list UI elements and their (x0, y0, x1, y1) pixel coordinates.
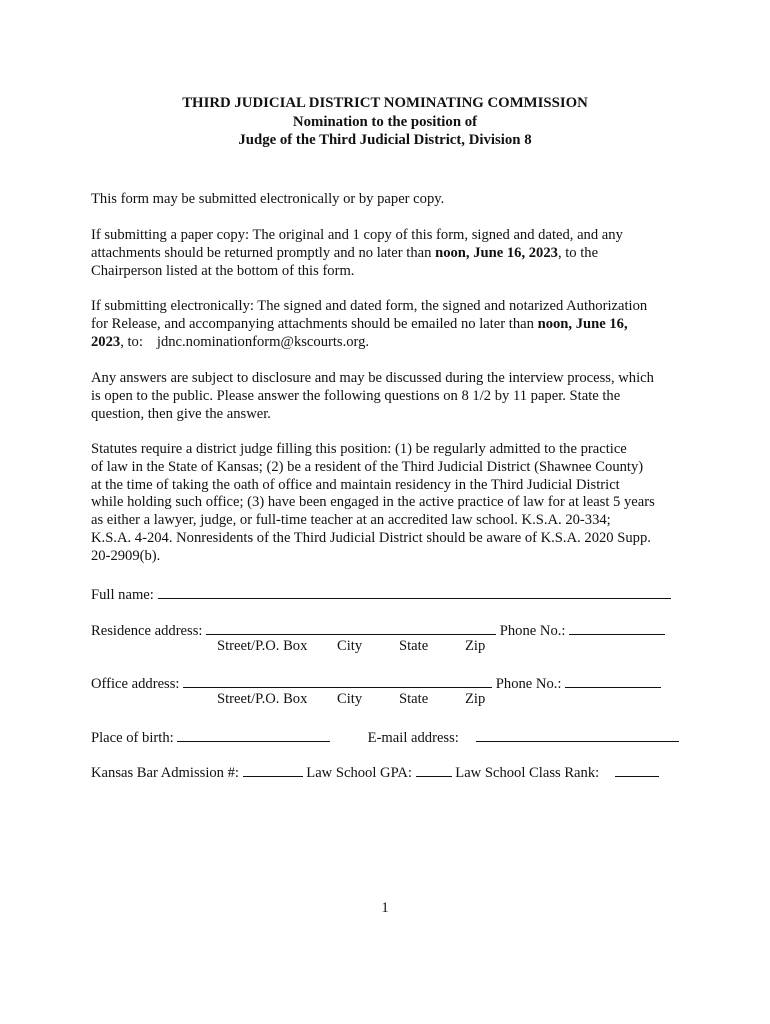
bar-gpa-rank-row (91, 762, 659, 783)
residence-phone-label: Phone No.: (499, 623, 566, 639)
residence-address-label: Residence address: (91, 623, 203, 639)
full-name-row (91, 584, 671, 605)
form-header (0, 94, 770, 150)
paper-deadline: noon, June 16, 2023 (435, 244, 558, 261)
full-name-field[interactable] (158, 584, 671, 599)
place-of-birth-field[interactable] (177, 727, 330, 742)
gpa-field[interactable] (416, 762, 452, 777)
residence-address-field[interactable] (206, 620, 496, 635)
submission-email: jdnc.nominationform@kscourts.org. (156, 333, 370, 350)
office-address-label: Office address: (91, 676, 180, 692)
residence-zip-caption: Zip (465, 638, 486, 654)
disclosure-paragraph: Any answers are subject to disclosure and may be discussed during the interview process, which is open to the public. Please answer the following questions on 8 1/2 by 11 paper. State the question, then give the answer. (91, 370, 654, 422)
place-of-birth-label: Place of birth: (91, 730, 174, 746)
office-street-caption: Street/P.O. Box (217, 691, 308, 707)
office-zip-caption: Zip (465, 691, 486, 707)
position-title: Judge of the Third Judicial District, Division 8 (238, 132, 532, 148)
residence-state-caption: State (399, 638, 429, 654)
residence-city-caption: City (337, 638, 363, 654)
email-address-label: E-mail address: (367, 730, 459, 746)
electronic-deadline: noon, June 16, (537, 315, 628, 332)
gpa-label: Law School GPA: (306, 765, 412, 781)
commission-title: THIRD JUDICIAL DISTRICT NOMINATING COMMISSION (182, 95, 588, 111)
statutes-paragraph: Statutes require a district judge filling this position: (1) be regularly admitted to the practice of law in the State of Kansas; (2) be a resident of the Third Judicial District (Shawnee County) at the time of taking the oath of office and maintain residency in the Third Judicial District while holding such office; (3) have been engaged in the active practice of law for at least 5 years as either a lawyer, judge, or full-time teacher at an accredited law school. K.S.A. 20-334; K.S.A. 4-204. Nonresidents of the Third Judicial District should be aware of K.S.A. 2020 Supp. 20-2909(b). (91, 441, 655, 564)
nomination-subtitle: Nomination to the position of (292, 113, 478, 130)
paper-copy-paragraph: If submitting a paper copy: The original and 1 copy of this form, signed and dated, and any attachments should be returned promptly and no later than noon, June 16, 2023, to the Chairperson listed at the bottom of this form. (91, 227, 623, 279)
email-address-field[interactable] (476, 727, 679, 742)
residence-street-caption: Street/P.O. Box (217, 638, 308, 654)
page-number: 1 (381, 900, 389, 916)
birth-email-row (91, 727, 679, 748)
office-phone-field[interactable] (565, 673, 661, 688)
residence-address-row (91, 620, 665, 641)
residence-phone-field[interactable] (569, 620, 665, 635)
electronic-paragraph: If submitting electronically: The signed and dated form, the signed and notarized Authorization for Release, and accompanying attachments should be emailed no later than noon, June 16, 2023, to: jdnc.nominationform@kscourts.org. (91, 298, 648, 350)
full-name-label: Full name: (91, 587, 154, 603)
office-address-row (91, 673, 661, 694)
class-rank-label: Law School Class Rank: (455, 765, 600, 781)
office-address-field[interactable] (183, 673, 492, 688)
bar-admission-label: Kansas Bar Admission #: (91, 765, 239, 781)
intro-paragraph: This form may be submitted electronically or by paper copy. (91, 191, 445, 207)
office-state-caption: State (399, 691, 429, 707)
office-phone-label: Phone No.: (495, 676, 562, 692)
class-rank-field[interactable] (615, 762, 659, 777)
bar-admission-field[interactable] (243, 762, 303, 777)
office-city-caption: City (337, 691, 363, 707)
